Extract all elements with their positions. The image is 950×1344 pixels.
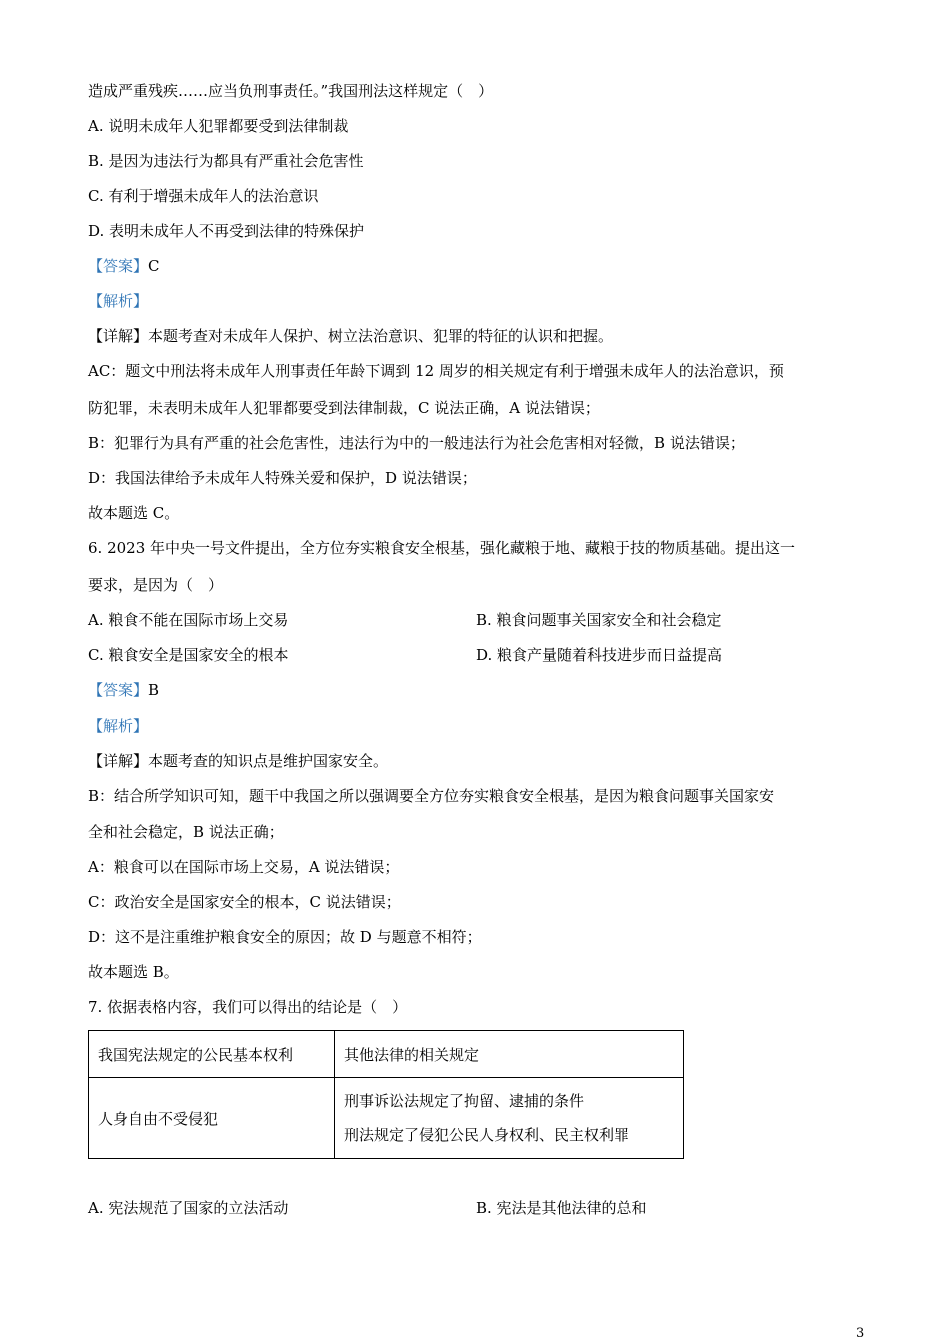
table-cell-line: 刑事诉讼法规定了拘留、逮捕的条件 (344, 1092, 585, 1110)
text-line: 故本题选 B。 (88, 963, 179, 981)
table-header-cell: 其他法律的相关规定 (335, 1031, 684, 1078)
text-line: C：政治安全是国家安全的根本，C 说法错误； (88, 893, 401, 911)
table-header-cell: 我国宪法规定的公民基本权利 (89, 1031, 335, 1078)
answer-line (88, 256, 160, 276)
text-line: 故本题选 C。 (88, 504, 180, 522)
analysis-label: 【解析】 (88, 717, 149, 735)
text-line: B：犯罪行为具有严重的社会危害性，违法行为中的一般违法行为社会危害相对轻微，B 说法错误； (88, 434, 745, 452)
option-b: B. 宪法是其他法律的总和 (476, 1199, 647, 1217)
answer-label: 【答案】 (88, 257, 149, 275)
text-line: 造成严重残疾……应当负刑事责任。”我国刑法这样规定（ ） (88, 82, 494, 100)
option-d: D. 粮食产量随着科技进步而日益提高 (476, 646, 723, 664)
text-line: A：粮食可以在国际市场上交易，A 说法错误； (88, 858, 400, 876)
option-c: C. 粮食安全是国家安全的根本 (88, 646, 289, 664)
option-c: C. 有利于增强未成年人的法治意识 (88, 187, 319, 205)
rights-table (88, 1030, 684, 1159)
option-a: A. 粮食不能在国际市场上交易 (88, 611, 289, 629)
text-line: 全和社会稳定，B 说法正确； (88, 823, 284, 841)
answer-line (88, 680, 159, 700)
option-a: A. 宪法规范了国家的立法活动 (88, 1199, 289, 1217)
table-cell-line: 刑法规定了侵犯公民人身权利、民主权利罪 (344, 1126, 630, 1144)
text-line: AC：题文中刑法将未成年人刑事责任年龄下调到 12 周岁的相关规定有利于增强未成年人的法治意识，预 (88, 362, 784, 380)
answer-value: B (148, 681, 160, 699)
table-cell: 人身自由不受侵犯 (89, 1078, 335, 1159)
option-a: A. 说明未成年人犯罪都要受到法律制裁 (88, 117, 349, 135)
analysis-label: 【解析】 (88, 292, 149, 310)
question-6-stem-cont: 要求，是因为（ ） (88, 576, 224, 594)
text-line: D：这不是注重维护粮食安全的原因；故 D 与题意不相符； (88, 928, 482, 946)
option-d: D. 表明未成年人不再受到法律的特殊保护 (88, 222, 365, 240)
text-line: B：结合所学知识可知，题干中我国之所以强调要全方位夯实粮食安全根基，是因为粮食问题事关国家安 (88, 787, 775, 805)
table-cell (335, 1078, 684, 1159)
question-7-stem: 7. 依据表格内容，我们可以得出的结论是（ ） (88, 998, 408, 1016)
table-row (89, 1078, 684, 1159)
table-header-row (89, 1031, 684, 1078)
text-line: 【详解】本题考查对未成年人保护、树立法治意识、犯罪的特征的认识和把握。 (88, 327, 614, 345)
page-number: 3 (856, 1326, 865, 1341)
text-line: D：我国法律给予未成年人特殊关爱和保护，D 说法错误； (88, 469, 477, 487)
text-line: 【详解】本题考查的知识点是维护国家安全。 (88, 752, 389, 770)
answer-value: C (148, 257, 160, 275)
question-6-stem: 6. 2023 年中央一号文件提出，全方位夯实粮食安全根基，强化藏粮于地、藏粮于技的物质基础。提出这一 (88, 539, 796, 557)
text-line: 防犯罪，未表明未成年人犯罪都要受到法律制裁，C 说法正确，A 说法错误； (88, 399, 600, 417)
option-b: B. 粮食问题事关国家安全和社会稳定 (476, 611, 722, 629)
option-b: B. 是因为违法行为都具有严重社会危害性 (88, 152, 364, 170)
answer-label: 【答案】 (88, 681, 149, 699)
